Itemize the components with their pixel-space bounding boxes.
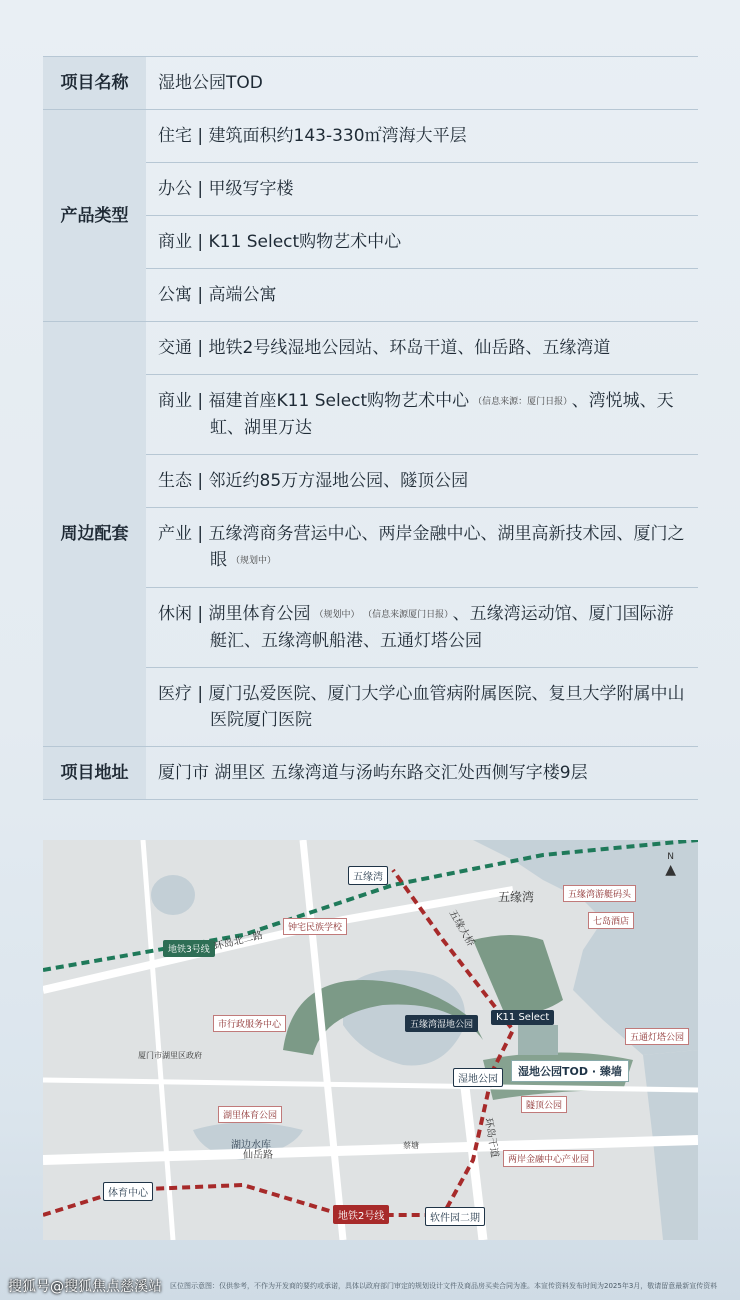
row-traffic — [43, 322, 698, 375]
commerce-source-note: （信息来源：厦门日报） — [473, 397, 568, 407]
label-lake: 湖边水库 — [231, 1140, 271, 1151]
surround-commerce — [158, 388, 690, 441]
label-qidao-hotel: 七岛酒店 — [588, 912, 634, 929]
wetland-park-tag: 五缘湾湿地公园 — [405, 1015, 478, 1032]
surround-ecology: 生态 | 邻近约85万方湿地公园、隧顶公园 — [146, 455, 698, 508]
label-school: 钟宅民族学校 — [283, 918, 347, 935]
label-project-name: 项目名称 — [43, 57, 146, 110]
commerce-text-b: 、湾悦城、天虹、湖里万达 — [210, 391, 674, 438]
label-huandao-rd: 环岛干道 — [482, 1117, 500, 1159]
east-green — [473, 935, 563, 1013]
project-info-table — [43, 56, 698, 800]
label-caitang: 蔡塘 — [403, 1141, 419, 1150]
watermark: 搜狐号@搜狐焦点慈溪站 — [8, 1279, 162, 1295]
road-xianyue — [43, 1140, 698, 1160]
label-wuyuanwan-water: 五缘湾 — [498, 890, 535, 904]
industry-text: 产业 | 五缘湾商务营运中心、两岸金融中心、湖里高新技术园、厦门之眼 — [158, 524, 685, 570]
north-label: N — [667, 852, 674, 862]
label-wutong-park: 五通灯塔公园 — [625, 1028, 689, 1045]
product-commerce: 商业 | K11 Select购物艺术中心 — [146, 216, 698, 269]
surround-leisure-cell — [146, 588, 698, 668]
compass-arrow-icon: ▲ — [665, 862, 676, 878]
row-project-name — [43, 57, 698, 110]
station-wetland: 湿地公园 — [453, 1068, 503, 1087]
project-buildings — [518, 1025, 558, 1055]
value-address: 厦门市 湖里区 五缘湾道与汤屿东路交汇处西侧写字楼9层 — [146, 747, 698, 800]
surround-leisure — [158, 601, 690, 654]
leisure-text-a: 休闲 | 湖里体育公园 — [158, 604, 311, 624]
label-surroundings: 周边配套 — [43, 322, 146, 747]
surround-industry — [158, 521, 690, 574]
pond — [151, 875, 195, 915]
label-product-type: 产品类型 — [43, 110, 146, 322]
leisure-plan-note: （规划中） — [314, 610, 360, 620]
compass — [665, 852, 676, 878]
surround-commerce-cell — [146, 375, 698, 455]
value-project-name: 湿地公园TOD — [146, 57, 698, 110]
industry-plan-note: （规划中） — [231, 556, 277, 566]
surround-medical: 医疗 | 厦门弘爱医院、厦门大学心血管病附属医院、复旦大学附属中山医院厦门医院 — [158, 684, 685, 730]
leisure-text-b: 、五缘湾运动馆、厦门国际游艇汇、五缘湾帆船港、五通灯塔公园 — [210, 604, 674, 651]
label-address: 项目地址 — [43, 747, 146, 800]
metro-2-tag: 地铁2号线 — [333, 1205, 389, 1224]
product-apartment: 公寓 | 高端公寓 — [146, 269, 698, 322]
station-wuyuanwan: 五缘湾 — [348, 866, 388, 885]
project-tag: 湿地公园TOD · 臻墙 — [511, 1060, 629, 1082]
station-software-park: 软件园二期 — [425, 1207, 485, 1226]
location-map — [43, 840, 698, 1240]
label-huli-sports-park: 湖里体育公园 — [218, 1106, 282, 1123]
surround-industry-cell — [146, 508, 698, 588]
label-yacht-pier: 五缘湾游艇码头 — [563, 885, 636, 902]
commerce-text-a: 商业 | 福建首座K11 Select购物艺术中心 — [158, 391, 470, 411]
product-residence: 住宅 | 建筑面积约143-330㎡湾海大平层 — [146, 110, 698, 163]
label-huli-gov: 厦门市湖里区政府 — [138, 1051, 202, 1060]
disclaimer: 区位图示意图：仅供参考，不作为开发商的要约或承诺，具体以政府部门审定的规划设计文件及商品房买卖合同为准。本宣传资料发布时间为2025年3月，敬请留意最新宣传资料 — [170, 1282, 718, 1290]
label-wuyuan-bridge: 五缘大桥 — [446, 908, 477, 949]
product-office: 办公 | 甲级写字楼 — [146, 163, 698, 216]
k11-tag: K11 Select — [491, 1010, 554, 1025]
surround-medical-cell — [146, 668, 698, 747]
leisure-source-note: （信息来源厦门日报） — [367, 610, 449, 620]
label-gov-center: 市行政服务中心 — [213, 1015, 286, 1032]
row-address — [43, 747, 698, 800]
label-suiding-park: 隧顶公园 — [521, 1096, 567, 1113]
label-xianyue-rd: 仙岳路 — [243, 1150, 273, 1161]
surround-traffic: 交通 | 地铁2号线湿地公园站、环岛干道、仙岳路、五缘湾道 — [146, 322, 698, 375]
row-product-residence — [43, 110, 698, 163]
metro-3-tag: 地铁3号线 — [163, 940, 215, 957]
label-huandao-north: 环岛北二路 — [212, 930, 265, 953]
station-sports-center: 体育中心 — [103, 1182, 153, 1201]
label-finance-center: 两岸金融中心产业园 — [503, 1150, 594, 1167]
